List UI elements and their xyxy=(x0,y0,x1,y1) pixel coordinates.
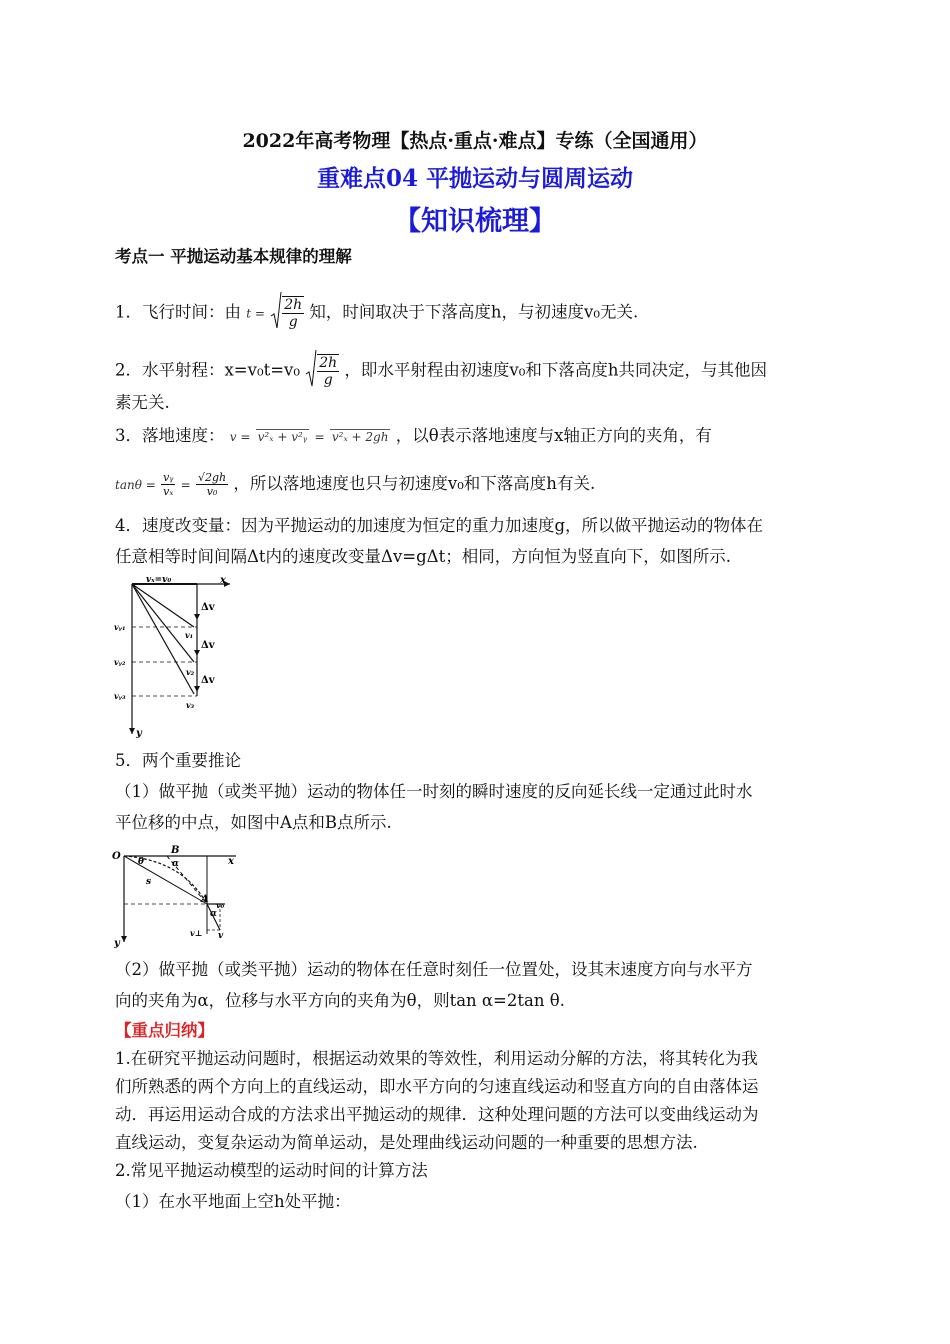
dv-arrow-2 xyxy=(194,650,200,656)
formula-eq: = xyxy=(314,430,325,444)
label-v3: v₃ xyxy=(186,700,195,710)
v1-vector xyxy=(132,584,194,627)
kp1-item4-line2: 任意相等时间间隔Δt内的速度改变量Δv=gΔt；相同，方向恒为竖直向下，如图所示. xyxy=(115,547,731,566)
kp1-item3-cont xyxy=(115,471,837,498)
label-b: B xyxy=(171,845,180,856)
frac-sqrt2gh-v0 xyxy=(196,471,228,498)
frac-num: vᵧ xyxy=(163,471,174,484)
kp1-item4-line1: 4．速度改变量：因为平抛运动的加速度为恒定的重力加速度g，所以做平抛运动的物体在 xyxy=(115,516,764,535)
y-axis-arrow xyxy=(129,728,135,734)
frac-num: √2gh xyxy=(197,471,227,484)
summary-p1-line2: 们所熟悉的两个方向上的直线运动，即水平方向的匀速直线运动和竖直方向的自由落体运 xyxy=(115,1077,759,1096)
summary-p1-line4: 直线运动，变复杂运动为简单运动，是处理曲线运动问题的一种重要的思想方法. xyxy=(115,1133,698,1152)
kp1-item1 xyxy=(115,290,837,336)
frac-den: g xyxy=(288,314,298,330)
label-vy3: vᵧ₃ xyxy=(114,691,126,701)
frac-den: vₓ xyxy=(163,485,174,498)
y-axis-arrow xyxy=(121,936,127,942)
kp1-item5-p1-line1: （1）做平抛（或类平抛）运动的物体任一时刻的瞬时速度的反向延长线一定通过此时水 xyxy=(115,782,753,801)
velocity-change-figure xyxy=(112,574,242,740)
kp1-item2 xyxy=(115,348,837,394)
label-y: y xyxy=(114,938,120,948)
item1-suffix: 知，时间取决于下落高度h，与初速度v₀无关. xyxy=(309,302,639,322)
label-a: A xyxy=(201,894,209,905)
document-title: 2022年高考物理【热点·重点·难点】专练（全国通用） xyxy=(242,130,708,152)
frac-2h-g-2 xyxy=(317,354,339,388)
kp1-item5-p1-line2: 平位移的中点，如图中A点和B点所示. xyxy=(115,813,392,832)
label-vx-v0: vₓ=v₀ xyxy=(146,575,172,585)
kp1-item2-cont: 素无关. xyxy=(115,393,170,412)
label-v0: v₀ xyxy=(216,900,225,910)
summary-p2: 2.常见平抛运动模型的运动时间的计算方法 xyxy=(115,1161,428,1180)
sqrt-sign-icon xyxy=(305,348,317,388)
section-banner: 【知识梳理】 xyxy=(394,206,556,237)
frac-vy-vx xyxy=(161,471,175,498)
dv-arrow-1 xyxy=(194,614,200,620)
inference-figure xyxy=(112,842,242,948)
formula-t-eq: t = xyxy=(246,306,265,321)
label-alpha-top: α xyxy=(172,859,179,869)
formula-v-eq: v = xyxy=(229,430,251,444)
frac-den: g xyxy=(323,372,333,388)
document-subtitle: 重难点04 平抛运动与圆周运动 xyxy=(316,165,633,192)
item3-prefix: 3．落地速度： xyxy=(115,426,225,445)
formula-vx2-2gh: v²ₓ + 2gh xyxy=(331,430,389,444)
label-dv-1: Δv xyxy=(201,602,215,613)
label-v1: v₁ xyxy=(185,630,194,640)
frac-den: v₀ xyxy=(206,485,218,498)
label-x: x xyxy=(228,856,234,867)
label-v2: v₂ xyxy=(186,667,195,677)
sqrt-2h-g-2 xyxy=(305,348,317,394)
dv-arrow-3 xyxy=(194,686,200,692)
item2-suffix: ，即水平射程由初速度v₀和下落高度h共同决定，与其他因 xyxy=(344,360,767,380)
label-o: O xyxy=(112,851,121,862)
summary-heading: 【重点归纳】 xyxy=(115,1021,214,1040)
item3-cont-text: ，所以落地速度也只与初速度v₀和下落高度h有关. xyxy=(233,474,596,493)
frac-2h-g-1 xyxy=(282,296,304,330)
label-alpha-mid: α xyxy=(210,909,217,919)
kp1-item3 xyxy=(115,425,837,448)
summary-p3: （1）在水平地面上空h处平抛： xyxy=(115,1192,351,1211)
label-vy1: vᵧ₁ xyxy=(114,622,126,632)
label-y: y xyxy=(136,728,142,739)
formula-vx2-vy2: v²ₓ + v²ᵧ xyxy=(257,430,308,444)
kp1-item5-heading: 5．两个重要推论 xyxy=(115,751,241,770)
item2-prefix: 2．水平射程：x=v₀t=v₀ xyxy=(115,360,300,380)
label-dv-3: Δv xyxy=(201,675,215,686)
label-v-perp: v⊥ xyxy=(190,928,203,938)
v2-vector xyxy=(132,584,194,662)
formula-tan-theta: tanθ = xyxy=(115,478,156,492)
label-dv-2: Δv xyxy=(201,640,215,651)
sqrt-sign-icon xyxy=(270,290,282,330)
label-theta: θ xyxy=(138,857,145,867)
item3-suffix: ，以θ表示落地速度与x轴正方向的夹角，有 xyxy=(395,426,712,445)
kp1-item5-p2-line2: 向的夹角为α，位移与水平方向的夹角为θ，则tan α=2tan θ. xyxy=(115,991,565,1010)
item1-prefix: 1．飞行时间：由 xyxy=(115,302,241,322)
sqrt-2h-g-1 xyxy=(270,290,282,336)
frac-num: 2h xyxy=(319,355,338,371)
displacement-s xyxy=(124,856,207,904)
kp1-heading: 考点一 平抛运动基本规律的理解 xyxy=(115,247,352,266)
label-v: v xyxy=(218,931,224,941)
frac-num: 2h xyxy=(284,297,303,313)
summary-p1-line1: 1.在研究平抛运动问题时，根据运动效果的等效性，利用运动分解的方法，将其转化为我 xyxy=(115,1049,758,1068)
label-s: s xyxy=(146,877,152,887)
label-x: x xyxy=(220,575,226,586)
formula-eq-2: = xyxy=(180,478,191,492)
summary-p1-line3: 动．再运用运动合成的方法求出平抛运动的规律．这种处理问题的方法可以变曲线运动为 xyxy=(115,1105,759,1124)
label-vy2: vᵧ₂ xyxy=(114,657,126,667)
kp1-item5-p2-line1: （2）做平抛（或类平抛）运动的物体在任意时刻任一位置处，设其末速度方向与水平方 xyxy=(115,960,753,979)
